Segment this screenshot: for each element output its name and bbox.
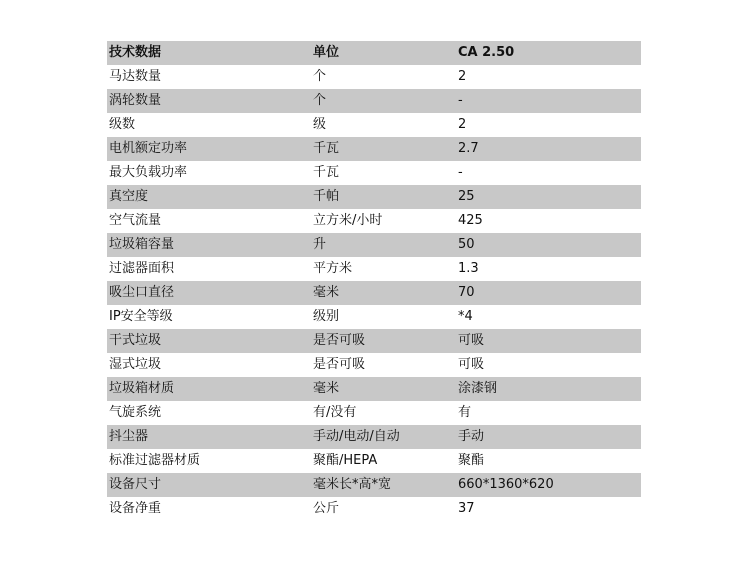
spec-name-cell: 过滤器面积 xyxy=(107,257,311,281)
spec-table-body xyxy=(107,65,641,521)
unit-cell: 毫米 xyxy=(311,281,456,305)
value-cell: 2 xyxy=(456,65,641,89)
spec-table-header xyxy=(107,41,641,65)
table-row xyxy=(107,209,641,233)
unit-cell: 是否可吸 xyxy=(311,353,456,377)
table-row xyxy=(107,377,641,401)
table-row xyxy=(107,137,641,161)
header-model: CA 2.50 xyxy=(456,41,641,65)
spec-name-cell: 垃圾箱材质 xyxy=(107,377,311,401)
spec-name-cell: 干式垃圾 xyxy=(107,329,311,353)
table-row xyxy=(107,281,641,305)
unit-cell: 立方米/小时 xyxy=(311,209,456,233)
header-unit: 单位 xyxy=(311,41,456,65)
spec-name-cell: 最大负载功率 xyxy=(107,161,311,185)
value-cell: 2 xyxy=(456,113,641,137)
unit-cell: 手动/电动/自动 xyxy=(311,425,456,449)
value-cell: 425 xyxy=(456,209,641,233)
table-row xyxy=(107,305,641,329)
unit-cell: 是否可吸 xyxy=(311,329,456,353)
value-cell: 有 xyxy=(456,401,641,425)
table-row xyxy=(107,89,641,113)
value-cell: 25 xyxy=(456,185,641,209)
table-row xyxy=(107,185,641,209)
table-row xyxy=(107,329,641,353)
value-cell: 手动 xyxy=(456,425,641,449)
unit-cell: 毫米 xyxy=(311,377,456,401)
unit-cell: 千瓦 xyxy=(311,161,456,185)
spec-name-cell: 马达数量 xyxy=(107,65,311,89)
spec-name-cell: IP安全等级 xyxy=(107,305,311,329)
value-cell: 70 xyxy=(456,281,641,305)
unit-cell: 个 xyxy=(311,65,456,89)
spec-name-cell: 标准过滤器材质 xyxy=(107,449,311,473)
header-row xyxy=(107,41,641,65)
spec-name-cell: 空气流量 xyxy=(107,209,311,233)
spec-name-cell: 设备尺寸 xyxy=(107,473,311,497)
unit-cell: 千瓦 xyxy=(311,137,456,161)
table-row xyxy=(107,257,641,281)
spec-name-cell: 湿式垃圾 xyxy=(107,353,311,377)
table-row xyxy=(107,401,641,425)
table-row xyxy=(107,473,641,497)
unit-cell: 个 xyxy=(311,89,456,113)
value-cell: 37 xyxy=(456,497,641,521)
spec-name-cell: 真空度 xyxy=(107,185,311,209)
unit-cell: 千帕 xyxy=(311,185,456,209)
unit-cell: 有/没有 xyxy=(311,401,456,425)
value-cell: 2.7 xyxy=(456,137,641,161)
value-cell: 660*1360*620 xyxy=(456,473,641,497)
unit-cell: 级 xyxy=(311,113,456,137)
table-row xyxy=(107,353,641,377)
spec-name-cell: 吸尘口直径 xyxy=(107,281,311,305)
spec-name-cell: 级数 xyxy=(107,113,311,137)
value-cell: 聚酯 xyxy=(456,449,641,473)
value-cell: - xyxy=(456,89,641,113)
table-row xyxy=(107,497,641,521)
table-row xyxy=(107,449,641,473)
table-row xyxy=(107,65,641,89)
table-row xyxy=(107,233,641,257)
header-spec: 技术数据 xyxy=(107,41,311,65)
spec-name-cell: 垃圾箱容量 xyxy=(107,233,311,257)
spec-name-cell: 设备净重 xyxy=(107,497,311,521)
unit-cell: 平方米 xyxy=(311,257,456,281)
unit-cell: 公斤 xyxy=(311,497,456,521)
value-cell: 涂漆钢 xyxy=(456,377,641,401)
value-cell: - xyxy=(456,161,641,185)
unit-cell: 聚酯/HEPA xyxy=(311,449,456,473)
value-cell: 50 xyxy=(456,233,641,257)
value-cell: *4 xyxy=(456,305,641,329)
table-row xyxy=(107,161,641,185)
table-row xyxy=(107,113,641,137)
value-cell: 1.3 xyxy=(456,257,641,281)
value-cell: 可吸 xyxy=(456,329,641,353)
unit-cell: 级别 xyxy=(311,305,456,329)
unit-cell: 毫米长*高*宽 xyxy=(311,473,456,497)
spec-name-cell: 涡轮数量 xyxy=(107,89,311,113)
spec-name-cell: 电机额定功率 xyxy=(107,137,311,161)
spec-name-cell: 气旋系统 xyxy=(107,401,311,425)
spec-table xyxy=(107,41,641,521)
unit-cell: 升 xyxy=(311,233,456,257)
table-row xyxy=(107,425,641,449)
spec-name-cell: 抖尘器 xyxy=(107,425,311,449)
value-cell: 可吸 xyxy=(456,353,641,377)
